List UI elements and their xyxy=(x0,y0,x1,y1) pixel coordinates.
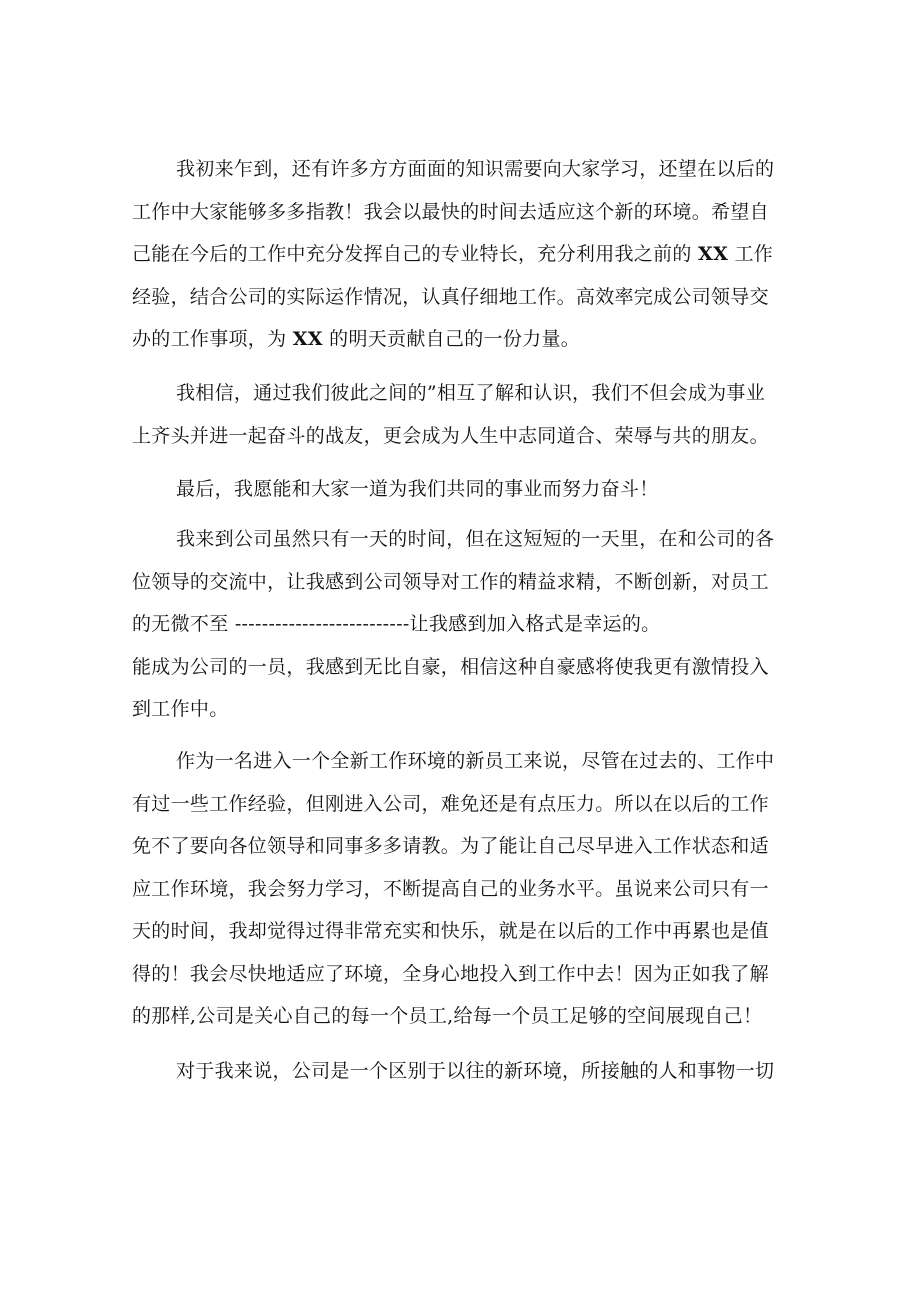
paragraph-1 xyxy=(132,148,774,361)
text-line: 最后，我愿能和大家一道为我们共同的事业而努力奋斗！ xyxy=(176,478,659,500)
text-line: 天的时间，我却觉得过得非常充实和快乐，就是在以后的工作中再累也是值 xyxy=(132,920,769,942)
text-line: 到工作中。 xyxy=(132,698,229,720)
text-line: 上齐头并进一起奋斗的战友，更会成为人生中志同道合、荣辱与共的朋友。 xyxy=(132,424,769,447)
text-line: 我来到公司虽然只有一天的时间，但在这短短的一天里，在和公司的各 xyxy=(176,528,775,550)
text-line: 办的工作事项，为 XX 的明天贡献自己的一份力量。 xyxy=(132,328,581,350)
text-line: 免不了要向各位领导和同事多多请教。为了能让自己尽早进入工作状态和适 xyxy=(132,835,769,857)
paragraph-6 xyxy=(132,1050,774,1093)
paragraph-3 xyxy=(132,468,659,511)
text-line: 应工作环境，我会努力学习，不断提高自己的业务水平。虽说来公司只有一 xyxy=(132,877,769,900)
text-line: 对于我来说，公司是一个区别于以往的新环境，所接触的人和事物一切 xyxy=(176,1060,775,1082)
paragraph-4 xyxy=(132,518,774,731)
text-line: 能成为公司的一员，我感到无比自豪，相信这种自豪感将使我更有激情投入 xyxy=(132,655,769,678)
text-line: 我初来乍到，还有许多方方面面的知识需要向大家学习，还望在以后的 xyxy=(176,158,775,180)
text-line: 我相信，通过我们彼此之间的”相互了解和认识，我们不但会成为事业 xyxy=(176,382,766,404)
text-line: 的那样,公司是关心自己的每一个员工,给每一个员工足够的空间展现自己！ xyxy=(132,1005,763,1027)
text-line: 经验，结合公司的实际运作情况，认真仔细地工作。高效率完成公司领导交 xyxy=(132,285,769,308)
text-line: 得的！我会尽快地适应了环境，全身心地投入到工作中去！因为正如我了解 xyxy=(132,962,769,985)
text-line: 工作中大家能够多多指教！我会以最快的时间去适应这个新的环境。希望自 xyxy=(132,200,769,223)
text-line: 己能在今后的工作中充分发挥自己的专业特长，充分利用我之前的 XX 工作 xyxy=(132,243,774,265)
paragraph-2 xyxy=(132,372,769,457)
text-line: 的无微不至 --------------------------让我感到加入格式是幸运的。 xyxy=(132,613,661,635)
text-line: 有过一些工作经验，但刚进入公司，难免还是有点压力。所以在以后的工作 xyxy=(132,792,769,815)
text-line: 位领导的交流中，让我感到公司领导对工作的精益求精，不断创新，对员工 xyxy=(132,570,769,593)
paragraph-5 xyxy=(132,740,774,1038)
text-line: 作为一名进入一个全新工作环境的新员工来说，尽管在过去的、工作中 xyxy=(176,750,775,772)
